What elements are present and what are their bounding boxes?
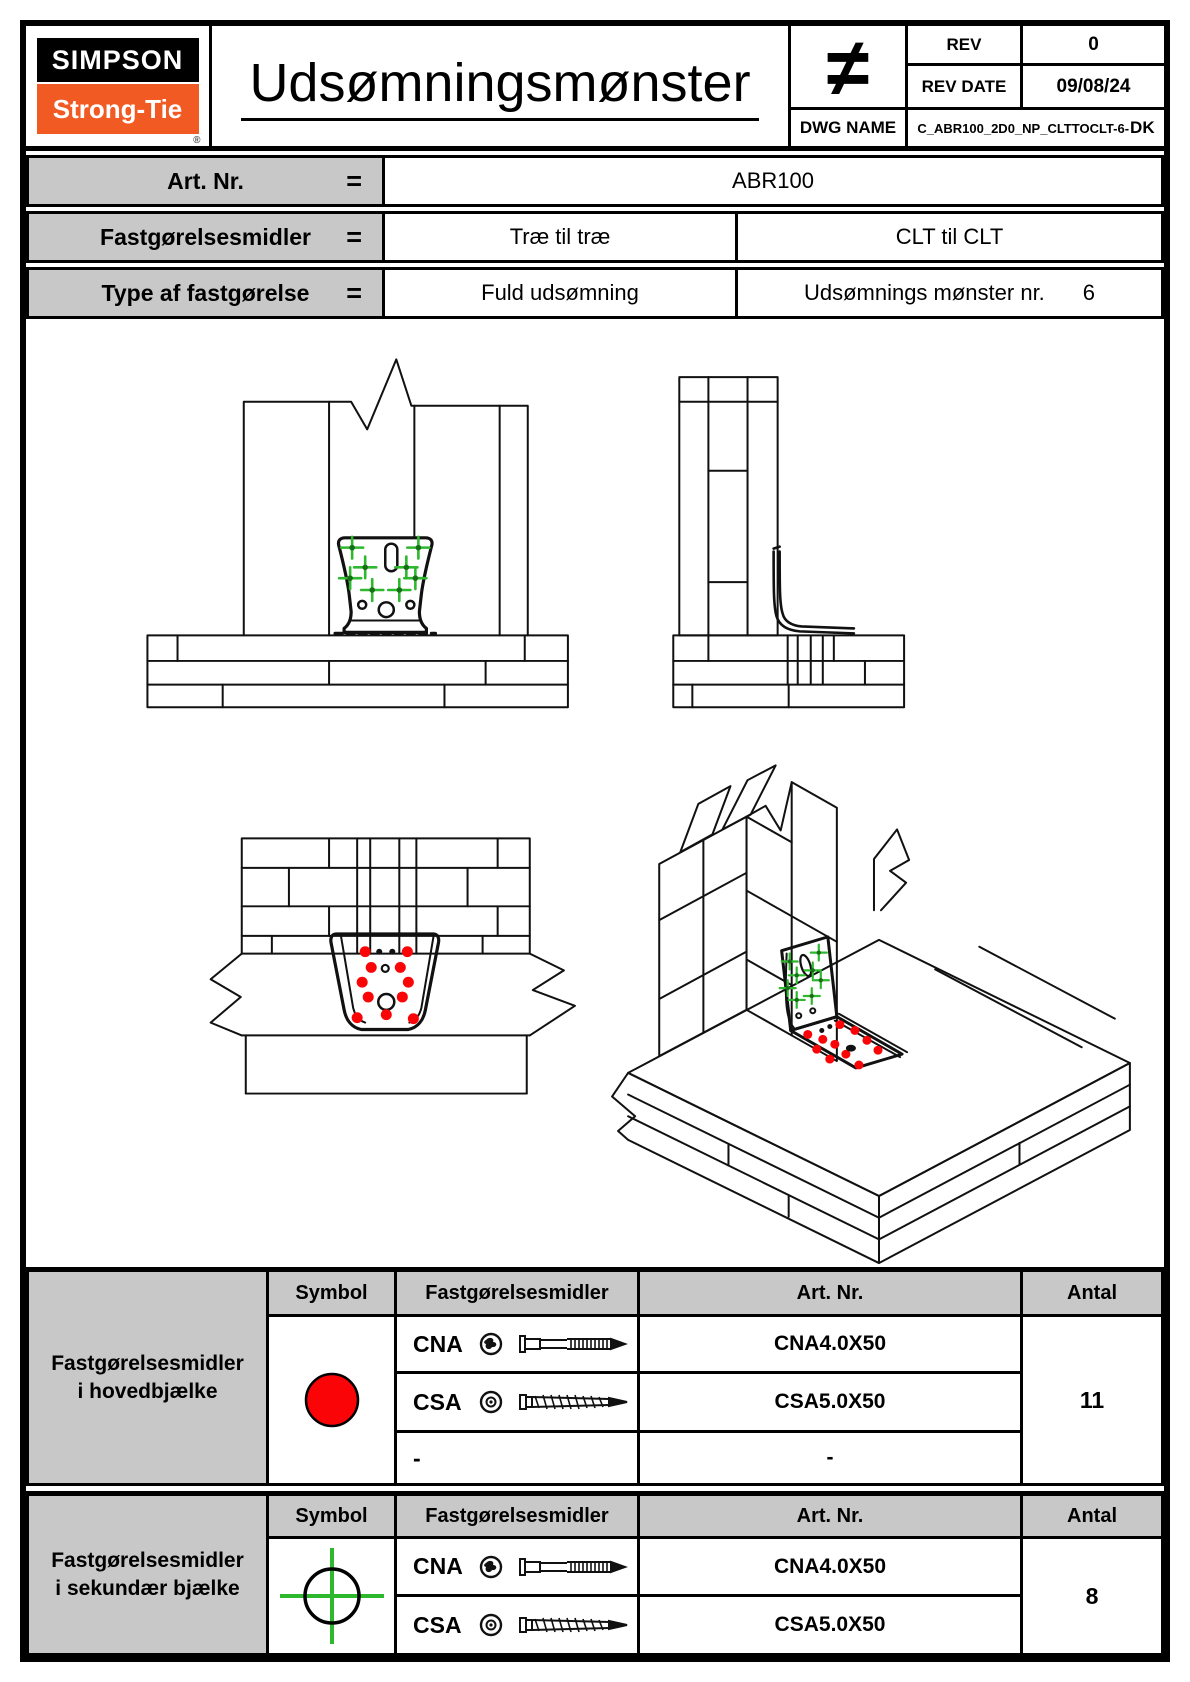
info-row-fasteners: [26, 211, 1164, 263]
cna-nail-icon: [517, 1554, 635, 1580]
csa-screw-icon: [517, 1612, 635, 1638]
title-block: [26, 26, 1164, 151]
header-symbol: Symbol: [269, 1496, 394, 1536]
sec-table-row-label: [29, 1496, 266, 1653]
fastener-row-csa: [397, 1597, 637, 1653]
pattern-number-cell: [738, 270, 1161, 316]
equals-sign: =: [346, 277, 362, 308]
drawing-area: [26, 319, 1164, 1267]
header-antal: Antal: [1023, 1272, 1161, 1314]
fasteners-value1-cell: [385, 214, 738, 260]
type-label: Type af fastgørelse: [101, 279, 310, 306]
fastener-row-dash: [397, 1433, 637, 1483]
rev-label: REV: [908, 26, 1023, 66]
art-nr-cna: CNA4.0X50: [640, 1539, 1020, 1594]
fasteners-label: Fastgørelsesmidler: [100, 223, 311, 250]
wall-break-flap: [680, 786, 730, 852]
main-table-row-label: [29, 1272, 266, 1483]
type-value1: Fuld udsømning: [481, 280, 639, 305]
dwg-name-value: [908, 110, 1164, 146]
cna-head-icon: [478, 1554, 504, 1580]
equals-sign: =: [346, 165, 362, 196]
fasteners-label-cell: [29, 214, 385, 260]
sec-table-label-line2: i sekundær bjælke: [55, 1576, 240, 1600]
fastener-name: CNA: [413, 1330, 463, 1357]
fastener-name: CSA: [413, 1388, 462, 1415]
fastener-name: CSA: [413, 1611, 462, 1638]
view-front-elevation: [147, 359, 567, 707]
strongtie-logo-bottom: [37, 84, 201, 146]
fasteners-value1: Træ til træ: [509, 224, 611, 249]
art-nr-csa: CSA5.0X50: [640, 1597, 1020, 1653]
csa-head-icon: [478, 1389, 504, 1415]
fastener-row-cna: [397, 1317, 637, 1371]
wall-break-flap: [722, 765, 775, 829]
dwg-name-text: C_ABR100_2D0_NP_CLTTOCLT-6-: [917, 120, 1130, 136]
view-isometric: [612, 765, 1130, 1263]
fasteners-value2-cell: [738, 214, 1161, 260]
red-dot-symbol: [269, 1317, 394, 1483]
header-fasteners: Fastgørelsesmidler: [397, 1272, 637, 1314]
fastener-name: CNA: [413, 1553, 463, 1579]
dwg-name-label: DWG NAME: [791, 110, 908, 146]
break-line-left: [211, 954, 242, 1036]
rev-date-label: REV DATE: [908, 66, 1023, 110]
rev-date-value: 09/08/24: [1023, 66, 1164, 110]
bracket-slot-iso: [798, 954, 813, 977]
info-row-art: [26, 155, 1164, 207]
header-antal: Antal: [1023, 1496, 1161, 1536]
not-equal-icon: ≠: [826, 26, 870, 110]
equals-sign: =: [346, 221, 362, 252]
dwg-name-suffix: DK: [1130, 118, 1155, 137]
registered-mark: ®: [193, 135, 201, 146]
brand-logo: [26, 26, 212, 146]
main-beam-fastener-table: [26, 1267, 1164, 1486]
csa-screw-icon: [517, 1389, 635, 1415]
view-side-elevation: [673, 377, 904, 707]
header-art-nr: Art. Nr.: [640, 1496, 1020, 1536]
sec-antal-value: 8: [1023, 1539, 1161, 1653]
csa-head-icon: [478, 1612, 504, 1638]
secondary-beam-fastener-table: [26, 1491, 1164, 1656]
technical-drawing-svg: [26, 319, 1164, 1267]
sheet-frame: [20, 20, 1170, 1662]
pattern-number-value: 6: [1082, 280, 1096, 305]
wall-break-notch: [747, 782, 792, 830]
strongtie-logo-text: Strong-Tie: [52, 93, 183, 124]
green-crosshair-symbol: [269, 1539, 394, 1653]
header-symbol: Symbol: [269, 1272, 394, 1314]
pattern-number-label: Udsømnings mønster nr.: [803, 280, 1045, 305]
art-nr-label-cell: [29, 158, 385, 204]
fasteners-value2: CLT til CLT: [895, 224, 1004, 249]
art-nr-value-cell: [385, 158, 1161, 204]
simpson-logo-top: SIMPSON: [37, 38, 199, 82]
header-fasteners: Fastgørelsesmidler: [397, 1496, 637, 1536]
beam-break-notch: [874, 829, 909, 910]
main-fastener-markers-plan: [352, 946, 419, 1024]
not-equal-symbol-cell: [791, 26, 908, 110]
break-line-right: [530, 954, 575, 1036]
bracket-profile: [774, 547, 854, 634]
rev-value: 0: [1023, 26, 1164, 66]
main-table-label-line2: i hovedbjælke: [77, 1379, 218, 1403]
art-nr-dash: -: [640, 1433, 1020, 1483]
art-nr-cna: CNA4.0X50: [640, 1317, 1020, 1371]
header-art-nr: Art. Nr.: [640, 1272, 1020, 1314]
fastener-row-cna: [397, 1539, 637, 1594]
view-plan: [211, 838, 575, 1093]
cna-nail-icon: [517, 1331, 635, 1357]
info-row-type: [26, 267, 1164, 319]
fastener-row-csa: [397, 1374, 637, 1430]
type-value1-cell: [385, 270, 738, 316]
art-nr-csa: CSA5.0X50: [640, 1374, 1020, 1430]
art-nr-value: ABR100: [732, 168, 814, 193]
cna-head-icon: [478, 1331, 504, 1357]
main-antal-value: 11: [1023, 1317, 1161, 1483]
main-table-label-line1: Fastgørelsesmidler: [51, 1352, 244, 1376]
sec-table-label-line1: Fastgørelsesmidler: [51, 1549, 244, 1573]
art-nr-label: Art. Nr.: [167, 167, 244, 194]
sheet-title-cell: [212, 26, 791, 146]
fastener-name: -: [413, 1444, 421, 1471]
type-label-cell: [29, 270, 385, 316]
page-title: Udsømningsmønster: [241, 52, 758, 121]
